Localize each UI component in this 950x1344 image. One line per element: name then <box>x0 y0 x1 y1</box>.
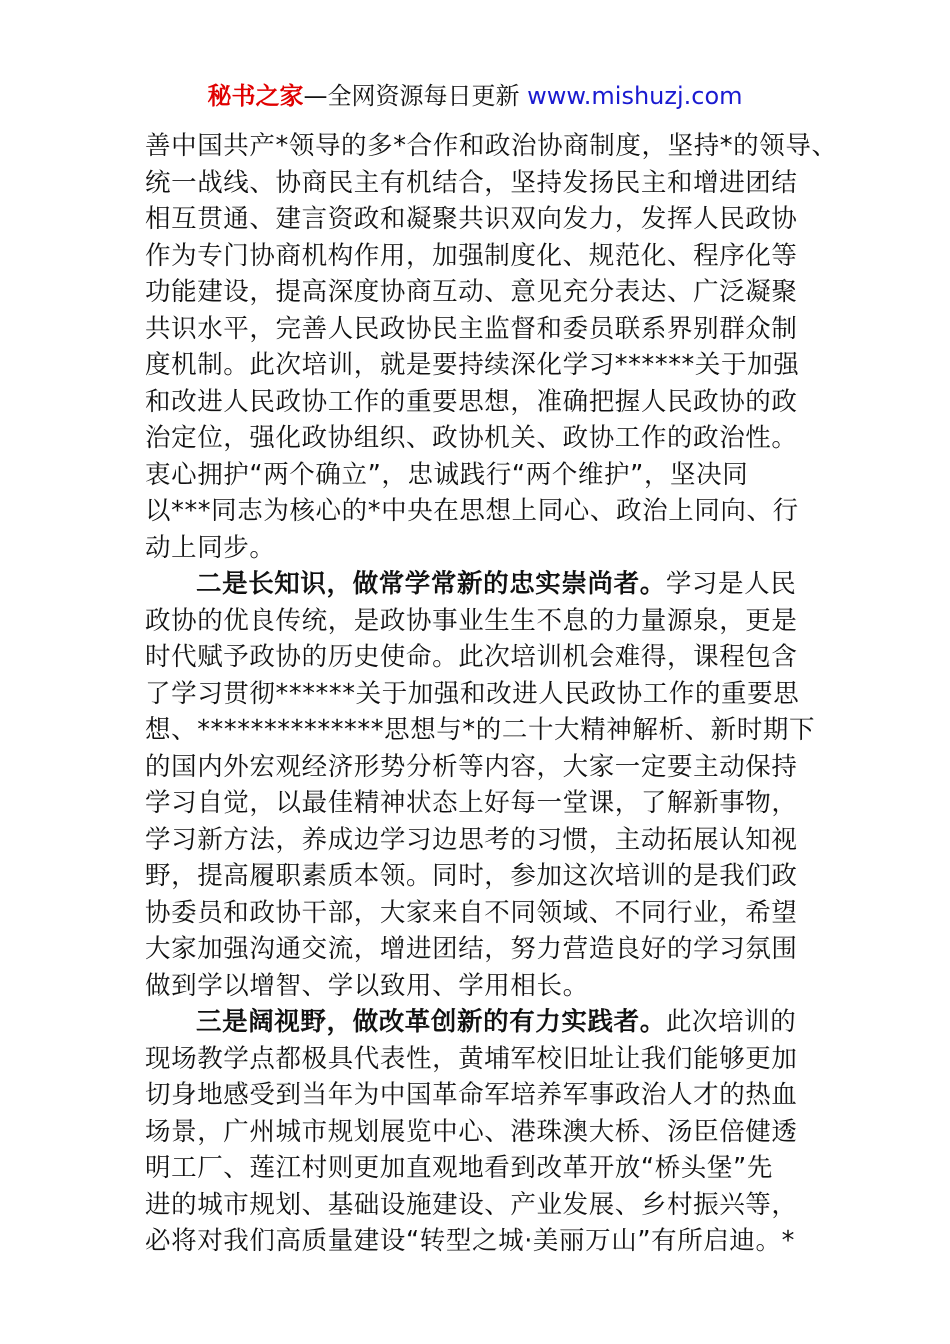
body-line: 统一战线、协商民主有机结合，坚持发扬民主和增进团结 <box>145 167 798 198</box>
body-line: 进的城市规划、基础设施建设、产业发展、乡村振兴等， <box>145 1189 798 1220</box>
site-url-link[interactable]: www.mishuzj.com <box>527 82 743 110</box>
body-line: 大家加强沟通交流，增进团结，努力营造良好的学习氛围 <box>145 934 798 964</box>
body-line: 政协的优良传统，是政协事业生生不息的力量源泉，更是 <box>145 605 798 636</box>
section-text: 学习是人民 <box>665 569 797 599</box>
body-line: 动上同步。 <box>145 532 276 563</box>
brand-name: 秘书之家 <box>207 82 304 110</box>
section-heading: 二是长知识，做常学常新的忠实崇尚者。 <box>196 569 666 599</box>
site-header <box>0 80 950 112</box>
body-line: 的国内外宏观经济形势分析等内容，大家一定要主动保持 <box>145 751 798 782</box>
body-line: 想、**************思想与*的二十大精神解析、新时期下 <box>145 715 816 745</box>
body-line: 以***同志为核心的*中央在思想上同心、政治上同向、行 <box>145 496 799 526</box>
body-line: 作为专门协商机构作用，加强制度化、规范化、程序化等 <box>145 240 798 271</box>
body-line: 现场教学点都极具代表性，黄埔军校旧址让我们能够更加 <box>145 1043 798 1074</box>
body-line: 度机制。此次培训，就是要持续深化学习******关于加强 <box>145 350 800 380</box>
body-line: 做到学以增智、学以致用、学用相长。 <box>145 970 589 1001</box>
body-line: 衷心拥护“两个确立”，忠诚践行“两个维护”，坚决同 <box>145 459 749 490</box>
section-two-heading-line <box>145 566 835 603</box>
body-line: 功能建设，提高深度协商互动、意见充分表达、广泛凝聚 <box>145 277 798 307</box>
body-line: 明工厂、莲江村则更加直观地看到改革开放“桥头堡”先 <box>145 1153 773 1183</box>
document-body <box>145 128 838 1260</box>
body-line: 学习自觉，以最佳精神状态上好每一堂课，了解新事物， <box>145 788 798 818</box>
body-line: 了学习贯彻******关于加强和改进人民政协工作的重要思 <box>145 678 800 709</box>
section-three-heading-line <box>145 1004 835 1041</box>
body-line: 必将对我们高质量建设“转型之城·美丽万山”有所启迪。* <box>145 1226 795 1256</box>
body-line: 治定位，强化政协组织、政协机关、政协工作的政治性。 <box>145 423 798 453</box>
section-text: 此次培训的 <box>665 1007 797 1037</box>
section-heading: 三是阔视野，做改革创新的有力实践者。 <box>196 1007 666 1037</box>
body-line: 野，提高履职素质本领。同时，参加这次培训的是我们政 <box>145 861 798 891</box>
body-line: 场景，广州城市规划展览中心、港珠澳大桥、汤臣倍健透 <box>145 1116 798 1147</box>
body-line: 共识水平，完善人民政协民主监督和委员联系界别群众制 <box>145 313 798 344</box>
body-line: 时代赋予政协的历史使命。此次培训机会难得，课程包含 <box>145 642 798 672</box>
body-line: 和改进人民政协工作的重要思想，准确把握人民政协的政 <box>145 386 798 417</box>
body-line: 学习新方法，养成边学习边思考的习惯，主动拓展认知视 <box>145 824 798 855</box>
body-line: 善中国共产*领导的多*合作和政治协商制度，坚持*的领导、 <box>145 131 838 161</box>
body-line: 相互贯通、建言资政和凝聚共识双向发力，发挥人民政协 <box>145 204 798 234</box>
body-line: 切身地感受到当年为中国革命军培养军事政治人才的热血 <box>145 1080 798 1110</box>
header-tagline: 全网资源每日更新 <box>327 82 528 110</box>
body-line: 协委员和政协干部，大家来自不同领域、不同行业，希望 <box>145 897 798 928</box>
header-dash: — <box>303 82 328 110</box>
